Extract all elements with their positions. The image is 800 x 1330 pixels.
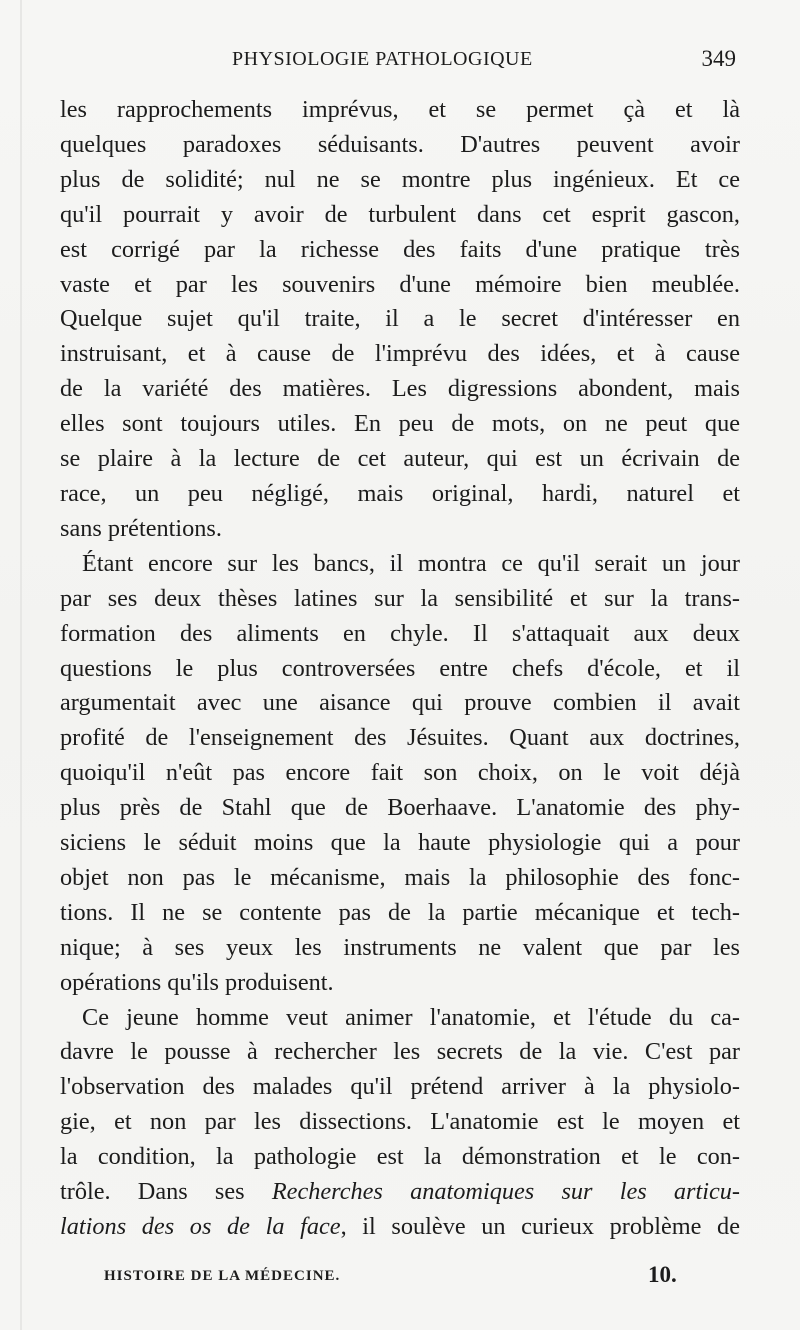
text-span: trôle. Dans ses (60, 1178, 272, 1206)
paragraph-2 (60, 547, 740, 1001)
text-line: gie, et non par les dissections. L'anatomie est le moyen et (60, 1108, 740, 1136)
text-line: formation des aliments en chyle. Il s'attaquait aux deux (60, 619, 740, 647)
body-text (60, 93, 740, 1245)
running-head: PHYSIOLOGIE PATHOLOGIQUE (232, 48, 533, 70)
text-line: questions le plus controversées entre chefs d'école, et il (60, 654, 740, 682)
text-line: vaste et par les souvenirs d'une mémoire bien meublée. (60, 270, 740, 298)
text-line: Quelque sujet qu'il traite, il a le secret d'intéresser en (60, 305, 740, 333)
signature-line: HISTOIRE DE LA MÉDECINE. (104, 1268, 341, 1284)
text-line: profité de l'enseignement des Jésuites. Quant aux doctrines, (60, 724, 740, 752)
text-line: plus de solidité; nul ne se montre plus ingénieux. Et ce (60, 165, 740, 193)
text-line-mixed (60, 1175, 740, 1210)
italic-title-span: lations des os de la face (60, 1213, 341, 1240)
italic-title-span: Recherches anatomiques sur les articu- (271, 1178, 740, 1206)
text-line: qu'il pourrait y avoir de turbulent dans cet esprit gascon, (60, 200, 740, 228)
text-line: instruisant, et à cause de l'imprévu des idées, et à cause (60, 340, 740, 368)
text-line: siciens le séduit moins que la haute physiologie qui a pour (60, 829, 740, 857)
text-line: quoiqu'il n'eût pas encore fait son choix, on le voit déjà (60, 759, 740, 787)
signature-mark: 10. (648, 1262, 677, 1287)
text-line: par ses deux thèses latines sur la sensibilité et sur la trans- (60, 584, 740, 612)
text-line: race, un peu négligé, mais original, hardi, naturel et (60, 479, 740, 507)
text-line: objet non pas le mécanisme, mais la philosophie des fonc- (60, 863, 740, 891)
text-span: , il soulève un curieux problème de (340, 1213, 740, 1240)
text-line: argumentait avec une aisance qui prouve combien il avait (60, 689, 740, 717)
page-footer (60, 1262, 740, 1292)
text-line: les rapprochements imprévus, et se permet çà et là (60, 96, 740, 123)
text-line: sans prétentions. (60, 514, 222, 542)
text-line: de la variété des matières. Les digressions abondent, mais (60, 375, 740, 403)
paragraph-3 (60, 1001, 740, 1245)
text-line: plus près de Stahl que de Boerhaave. L'anatomie des phy- (60, 794, 740, 822)
text-line: l'observation des malades qu'il prétend arriver à la physiolo- (60, 1073, 740, 1101)
text-line: est corrigé par la richesse des faits d'une pratique très (60, 235, 740, 263)
paragraph-1 (60, 93, 740, 547)
text-line: quelques paradoxes séduisants. D'autres peuvent avoir (60, 130, 740, 158)
text-line: la condition, la pathologie est la démonstration et le con- (60, 1143, 740, 1171)
page-header (60, 44, 740, 76)
text-line: davre le pousse à rechercher les secrets de la vie. C'est par (60, 1038, 740, 1066)
page-number: 349 (701, 46, 736, 71)
text-line: Étant encore sur les bancs, il montra ce qu'il serait un jour (82, 549, 740, 577)
text-line-mixed (60, 1210, 740, 1245)
text-line: elles sont toujours utiles. En peu de mots, on ne peut que (60, 410, 740, 438)
text-line: se plaire à la lecture de cet auteur, qui est un écrivain de (60, 445, 740, 473)
text-line: tions. Il ne se contente pas de la partie mécanique et tech- (60, 898, 740, 926)
text-line: nique; à ses yeux les instruments ne valent que par les (60, 933, 740, 961)
text-line: opérations qu'ils produisent. (60, 968, 334, 996)
text-line: Ce jeune homme veut animer l'anatomie, et l'étude du ca- (82, 1003, 740, 1031)
page-edge-shadow (20, 0, 22, 1330)
